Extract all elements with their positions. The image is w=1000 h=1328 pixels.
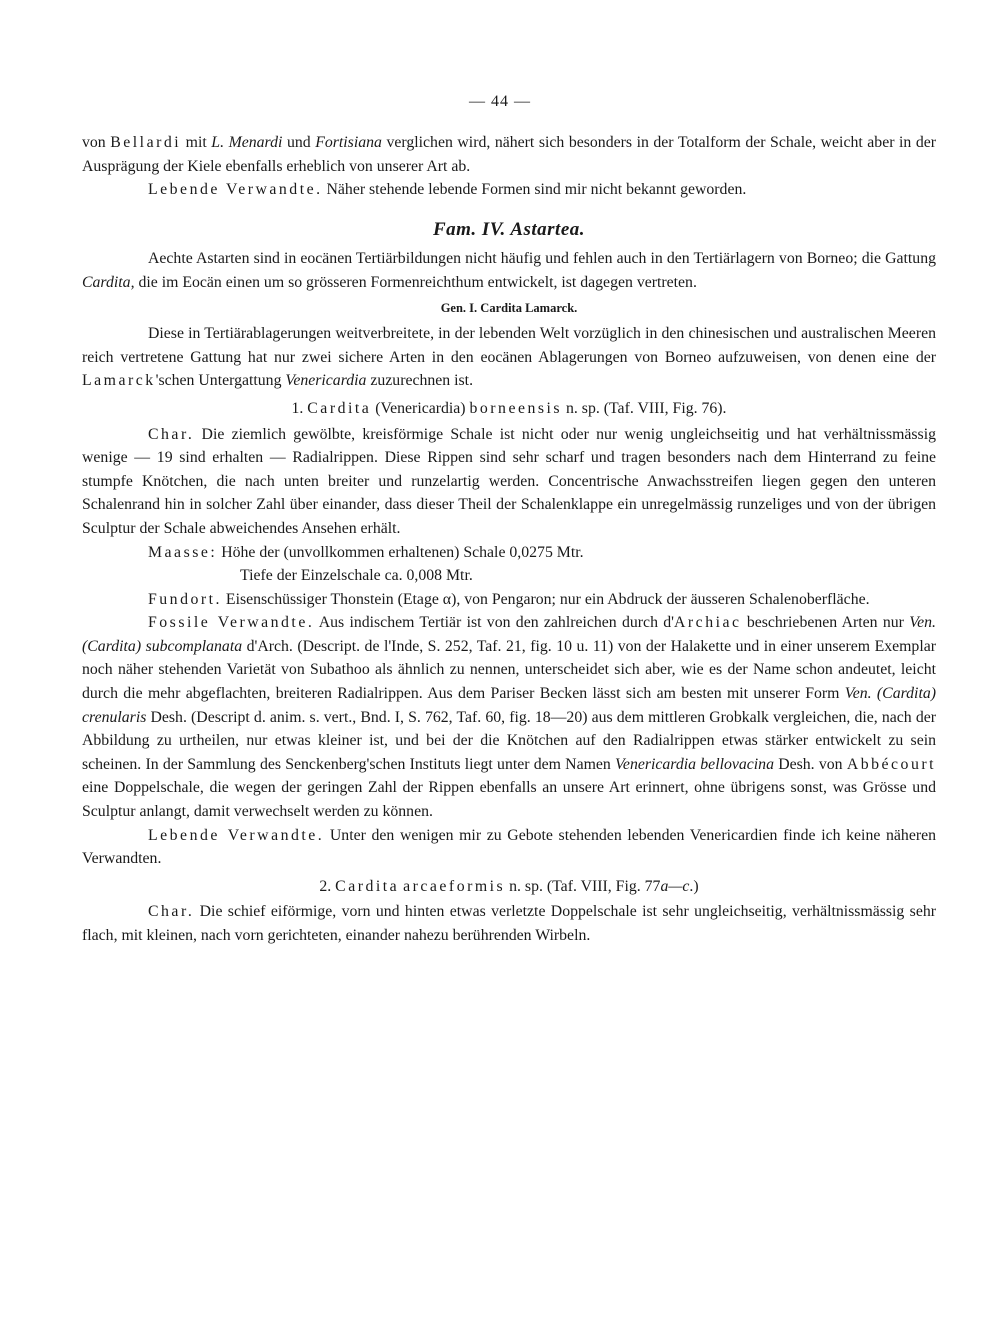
text-run: zuzurechnen ist. [366, 372, 474, 390]
paragraph-measurements [82, 541, 936, 565]
text-run: die im Eocän einen um so grösseren Formenreichthum entwickelt, ist dagegen vertreten. [134, 273, 697, 291]
text-run: Näher stehende lebende Formen sind mir nicht bekannt geworden. [322, 181, 747, 199]
taxon-name: Cardita, [82, 273, 135, 291]
text-run: eine Doppelschale, die wegen der geringen Zahl der Rippen ebenfalls an unsere Art erinnert, ohne übrigens sonst, was Grösse und Sculptur anlangt, damit verwechselt werden zu können. [82, 779, 936, 821]
text-run: Die ziemlich gewölbte, kreisförmige Schale ist nicht oder nur wenig ungleichseitig und hat verhältnissmässig wenige — 19 sind erhalten — Radialrippen. Diese Rippen sind sehr scharf und tragen besonders nach dem Hinterrand zu feine stumpfe Knötchen, die nach unten breiter und runzelartig werden. Concentrische Anwachsstreifen liegen gegen den unteren Schalenrand hin in solcher Zahl über einander, dass dieser Theil der Schalenklappe ein unregelmässig runzeliges und von der übrigen Sculptur der Schale abweichendes Ansehen erhält. [82, 425, 936, 537]
taxon-name: Venericardia bellovacina [615, 755, 774, 773]
text-run: n. sp. (Taf. VIII, Fig. 76). [562, 399, 727, 417]
text-run: Desh. von [773, 755, 847, 773]
text-run: Desh. (Descript d. anim. s. vert., Bnd. I, S. 762, Taf. 60, fig. 18—20) aus dem mittleren Grobkalk vergleichen, die, nach der Abbildung zu urtheilen, nur etwas kleiner ist, und bei der die Knötchen auf den Radialrippen etwas stärker entwickelt zu sein scheinen. In der Sammlung des Senckenberg'schen Instituts liegt unter dem Namen [82, 708, 936, 773]
section-label: Fundort. [148, 590, 222, 608]
genus-name: Cardita [335, 877, 400, 895]
species-heading-1 [82, 397, 936, 421]
author-name: Lamarck [82, 372, 156, 390]
paragraph-continuation [82, 131, 936, 178]
body-text [82, 131, 936, 948]
section-label: Char. [148, 425, 195, 443]
text-run: Aus indischem Tertiär ist von den zahlreichen durch d' [314, 614, 675, 632]
section-label: Maasse: [148, 543, 218, 561]
paragraph-living-relatives-2 [82, 824, 936, 871]
text-run: Eisenschüssiger Thonstein (Etage α), von Pengaron; nur ein Abdruck der äusseren Schalenoberfläche. [221, 590, 870, 608]
text-run: von [82, 134, 111, 151]
text-run: d'Arch. (Descript. de l'Inde, S. 252, Taf. 21, fig. 10 u. 11) von der Halakette und in einer unserem Exemplar noch näher stehenden Varietät von Subathoo als ähnlich zu nennen, unterscheidet sich aber, wie es der Name schon andeutet, leicht durch die mehr abgeflachten, breiteren Radialrippen. Aus dem Pariser Becken lässt sich am besten mit unserer Form [82, 637, 936, 703]
taxon-name: Ven. (Cardita) subcomplanata [82, 614, 936, 655]
text-run: Unter den wenigen mir zu Gebote stehenden lebenden Venericardien finde ich keine näheren Verwandten. [82, 826, 936, 868]
place-name: Abbécourt [846, 755, 936, 773]
page-number: — 44 — [469, 93, 531, 110]
section-label: Lebende Verwandte. [148, 181, 323, 199]
figure-range: a—c [660, 877, 690, 895]
paragraph-genus [82, 322, 936, 393]
text-run: n. sp. (Taf. VIII, Fig. 77 [505, 877, 661, 895]
text-run: Die schief eiförmige, vorn und hinten etwas verletzte Doppelschale ist sehr ungleichseitig, verhältnissmässig sehr flach, mit kleinen, nach vorn gerichteten, einander nahezu berührenden Wirbeln. [82, 903, 936, 944]
section-label: Fossile Verwandte. [148, 614, 315, 632]
paragraph-characteristics-2 [82, 900, 936, 947]
taxon-name: L. Menardi [211, 134, 283, 151]
paragraph-living-relatives [82, 178, 936, 202]
text-run: verglichen wird, nähert sich besonders in der Totalform der Schale, weicht aber in der Ausprägung der Kiele ebenfalls erheblich von unserer Art ab. [82, 134, 937, 175]
taxon-name: Fortisiana [315, 134, 382, 151]
genus-name: Cardita [307, 399, 372, 417]
text-run: (Venericardia) [371, 399, 470, 417]
species-name: arcaeformis [403, 877, 506, 895]
taxon-name: Venericardia [285, 372, 367, 390]
section-label: Char. [148, 903, 195, 921]
text-run: mit [181, 134, 212, 151]
text-run: .) [689, 877, 699, 895]
text-run: Diese in Tertiärablagerungen weitverbreitete, in der lebenden Welt vorzüglich in den chinesischen und australischen Meeren reich vertretene Gattung hat nur zwei sichere Arten in den eocänen Ablagerungen von Borneo aufzuweisen, von denen eine der [82, 325, 936, 366]
family-heading: Fam. IV. Astartea. [432, 218, 586, 240]
taxon-name: Ven. (Cardita) crenularis [82, 685, 936, 726]
paragraph-fossil-relatives [82, 611, 936, 823]
text-run: und [282, 134, 316, 151]
paragraph-characteristics [82, 423, 936, 541]
text-run: Höhe der (unvollkommen erhaltenen) Schale 0,0275 Mtr. [217, 543, 584, 561]
genus-heading: Gen. I. Cardita Lamarck. [440, 300, 578, 315]
text-run: beschriebenen Arten nur [741, 614, 910, 632]
species-name: borneensis [469, 399, 563, 417]
text-run: Aechte Astarten sind in eocänen Tertiärbildungen nicht häufig und fehlen auch in den Tertiärlagern von Borneo; die Gattung [148, 250, 936, 268]
section-label: Lebende Verwandte. [148, 826, 325, 844]
author-name: Bellardi [110, 134, 182, 151]
paragraph-locality [82, 588, 936, 612]
text-run: 'schen Untergattung [155, 372, 286, 390]
paragraph-measurement-depth: Tiefe der Einzelschale ca. 0,008 Mtr. [240, 567, 473, 585]
text-run: 2. [319, 877, 336, 895]
text-run: 1. [291, 399, 308, 417]
author-name: Archiac [674, 614, 742, 632]
paragraph-astartea [82, 247, 936, 294]
species-heading-2 [82, 875, 936, 899]
